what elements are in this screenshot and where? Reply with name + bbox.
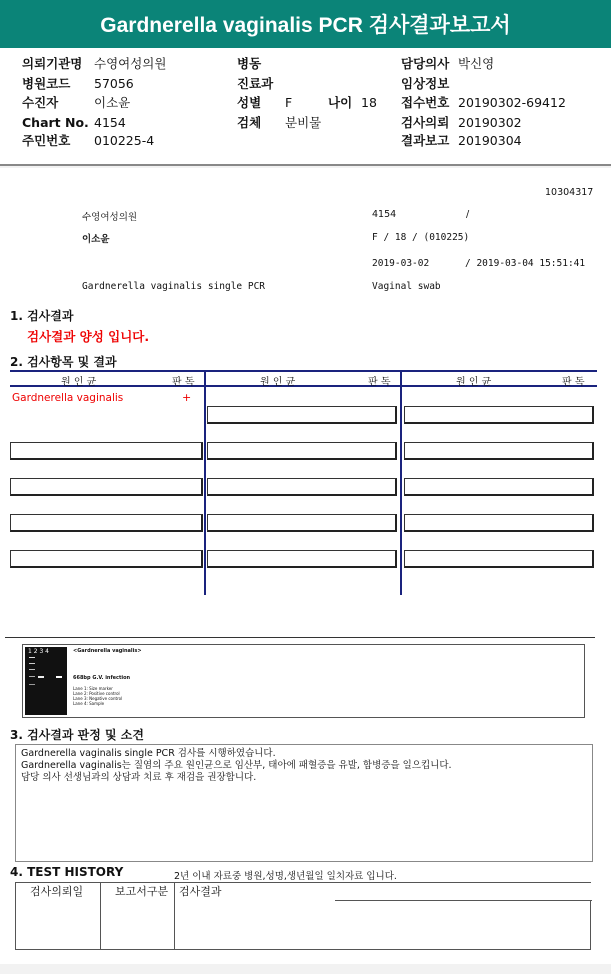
request-field: 검사의뢰 20190302 [401, 115, 522, 130]
report-title: Gardnerella vaginalis PCR 검사결과보고서 [100, 14, 511, 37]
report-title-bar [0, 0, 611, 48]
opinion-box [15, 744, 593, 862]
result-cell [207, 478, 397, 496]
ref-number: 10304317 [545, 187, 594, 198]
gel-legend-item: Lane 1: Size marker [73, 686, 113, 691]
opinion-line: Gardnerella vaginalis는 질염의 주요 원인균으로 임산부, 태아에 패혈증을 유발, 합병증을 일으킵니다. [21, 760, 452, 771]
marker-band [29, 663, 35, 664]
result-cell [207, 406, 397, 424]
result-cell [10, 442, 203, 460]
specimen-type: Vaginal swab [372, 281, 441, 292]
sex-field: 성별 F [237, 95, 293, 110]
receipt-field: 접수번호 20190302-69412 [401, 95, 566, 110]
specimen-field: 검체 분비물 [237, 115, 322, 130]
result-cell [10, 478, 203, 496]
org-field: 의뢰기관명 수영여성의원 [22, 56, 167, 71]
result-cell [404, 442, 594, 460]
result-cell [404, 550, 594, 568]
slash-separator: / [466, 209, 470, 220]
section-3-title: 3. 검사결과 판정 및 소견 [10, 728, 144, 742]
code-field: 병원코드 57056 [22, 76, 134, 91]
col-pathogen-1: 원 인 균 [61, 377, 97, 388]
results-table-header [10, 370, 597, 387]
ward-field: 병동 [237, 56, 262, 71]
history-col-divider [174, 883, 175, 949]
result-cell [404, 406, 594, 424]
result-cell [207, 514, 397, 532]
report-date-field: 결과보고 20190304 [401, 133, 522, 148]
result-summary: 검사결과 양성 입니다. [27, 329, 150, 344]
history-note: 2년 이내 자료중 병원,성명,생년월일 일치자료 입니다. [174, 871, 397, 882]
section-4-title: 4. TEST HISTORY [10, 865, 124, 879]
marker-band [29, 657, 35, 658]
col-judge-3: 판 독 [562, 377, 585, 388]
result-cell [404, 514, 594, 532]
results-table [10, 370, 597, 595]
sample-band [56, 676, 62, 678]
column-divider [400, 370, 402, 595]
col-judge-2: 판 독 [368, 377, 391, 388]
age-field: 나이 18 [328, 95, 377, 110]
history-table [15, 882, 591, 950]
item-result: + [182, 391, 192, 404]
gel-lane-numbers: 1 2 3 4 [28, 648, 49, 655]
column-divider [204, 370, 206, 595]
history-col-divider [100, 883, 101, 949]
dept-field: 진료과 [237, 76, 274, 91]
gel-legend-item: Lane 3: Negative control [73, 696, 123, 701]
divider-line [5, 637, 595, 638]
clinical-field: 임상정보 [401, 76, 450, 91]
patient-field: 수진자 이소윤 [22, 95, 131, 110]
hospital-name: 수영여성의원 [82, 212, 138, 223]
test-name: Gardnerella vaginalis single PCR [82, 281, 266, 292]
col-pathogen-2: 원 인 균 [260, 377, 296, 388]
result-cell [207, 550, 397, 568]
doctor-field: 담당의사 박신영 [401, 56, 495, 71]
item-name: Gardnerella vaginalis [12, 392, 124, 404]
marker-band [29, 676, 35, 677]
col-judge-1: 판 독 [172, 377, 195, 388]
result-cell [404, 478, 594, 496]
history-col-report-type: 보고서구분 [101, 883, 175, 901]
section-2-title: 2. 검사항목 및 결과 [10, 355, 117, 369]
gel-electrophoresis-panel [22, 644, 585, 718]
gel-legend-item: Lane 2: Positive control [73, 691, 120, 696]
col-pathogen-3: 원 인 균 [456, 377, 492, 388]
gel-legend [73, 686, 122, 706]
history-col-result: 검사결과 [175, 883, 335, 901]
report-datetime: / 2019-03-04 15:51:41 [465, 258, 586, 269]
gel-image [25, 647, 67, 715]
patient-name: 이소윤 [82, 234, 110, 245]
sex-age-birth: F / 18 / (010225) [372, 232, 470, 243]
marker-band [29, 684, 35, 685]
result-cell [10, 514, 203, 532]
result-cell [10, 550, 203, 568]
chart-number: 4154 [372, 209, 397, 220]
positive-band [38, 676, 44, 678]
result-cell [207, 442, 397, 460]
marker-band [29, 669, 35, 670]
gel-title: <Gardnerella vaginalis> [73, 648, 142, 654]
id-field: 주민번호 010225-4 [22, 133, 155, 148]
report-body [0, 168, 611, 964]
chart-field: Chart No. 4154 [22, 115, 126, 130]
opinion-line: 담당 의사 선생님과의 상담과 치료 후 재검을 권장합니다. [21, 772, 257, 783]
section-1-title: 1. 검사결과 [10, 309, 74, 323]
gel-band-label: 668bp G.V. infection [73, 675, 131, 681]
receive-date: 2019-03-02 [372, 258, 430, 269]
history-col-request-date: 검사의뢰일 [16, 883, 101, 901]
report-header [0, 48, 611, 166]
opinion-line: Gardnerella vaginalis single PCR 검사를 시행하였습니다. [21, 748, 276, 759]
gel-legend-item: Lane 4: Sample [73, 701, 105, 706]
